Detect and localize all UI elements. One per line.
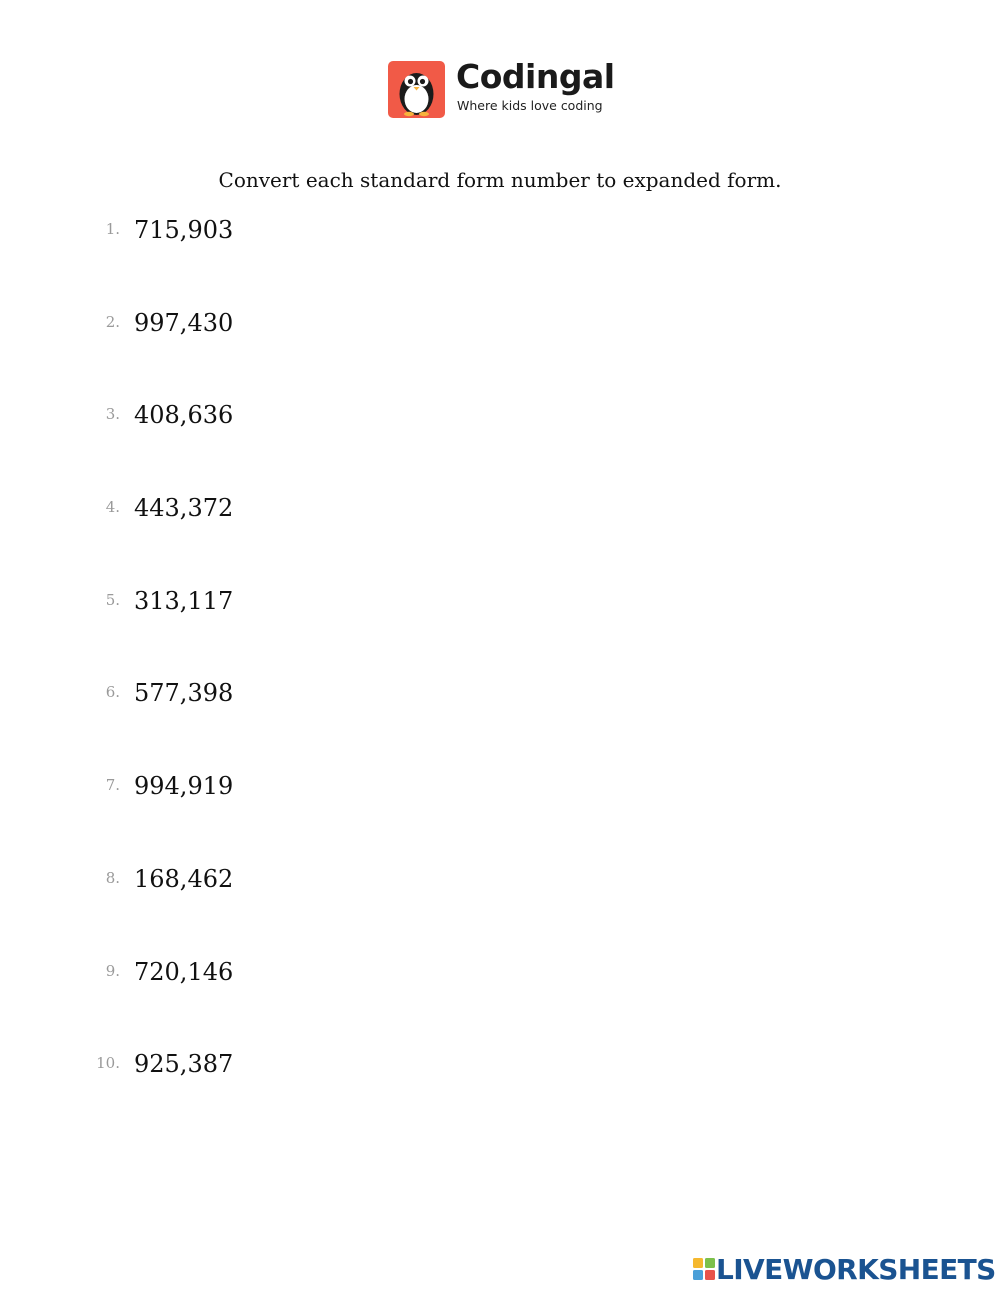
question-number: 4.: [105, 498, 120, 517]
question-value: 577,398: [134, 679, 234, 708]
question-item: [0, 587, 1000, 680]
question-item: [0, 216, 1000, 309]
question-list: [0, 216, 1000, 1143]
question-item: [0, 958, 1000, 1051]
question-item: [0, 309, 1000, 402]
question-number: 10.: [96, 1054, 120, 1073]
liveworksheets-brand: [692, 1253, 996, 1286]
question-number: 3.: [105, 405, 120, 424]
question-value: 408,636: [134, 401, 234, 430]
question-value: 720,146: [134, 957, 234, 986]
question-value: 313,117: [134, 586, 234, 615]
question-item: [0, 1050, 1000, 1143]
question-value: 715,903: [134, 216, 234, 244]
question-item: [0, 772, 1000, 865]
liveworksheets-wordmark: LIVEWORKSHEETS: [716, 1253, 996, 1286]
brand-tagline: Where kids love coding: [457, 98, 603, 113]
question-item: [0, 865, 1000, 958]
question-value: 994,919: [134, 772, 234, 801]
question-number: 2.: [105, 312, 120, 331]
question-value: 997,430: [134, 308, 234, 337]
penguin-icon: [388, 61, 445, 118]
question-item: [0, 679, 1000, 772]
question-number: 7.: [105, 776, 120, 795]
brand-name: Codingal: [456, 57, 615, 96]
question-item: [0, 401, 1000, 494]
question-number: 9.: [105, 961, 120, 980]
question-value: 925,387: [134, 1050, 234, 1079]
question-number: 5.: [105, 590, 120, 609]
instruction-text: Convert each standard form number to expanded form.: [218, 168, 782, 192]
liveworksheets-blocks-icon: [692, 1257, 716, 1281]
question-number: 1.: [105, 220, 120, 238]
question-number: 8.: [105, 868, 120, 887]
question-value: 168,462: [134, 864, 234, 893]
question-item: [0, 494, 1000, 587]
question-value: 443,372: [134, 494, 234, 523]
question-number: 6.: [105, 683, 120, 702]
codingal-brand: [388, 57, 618, 119]
